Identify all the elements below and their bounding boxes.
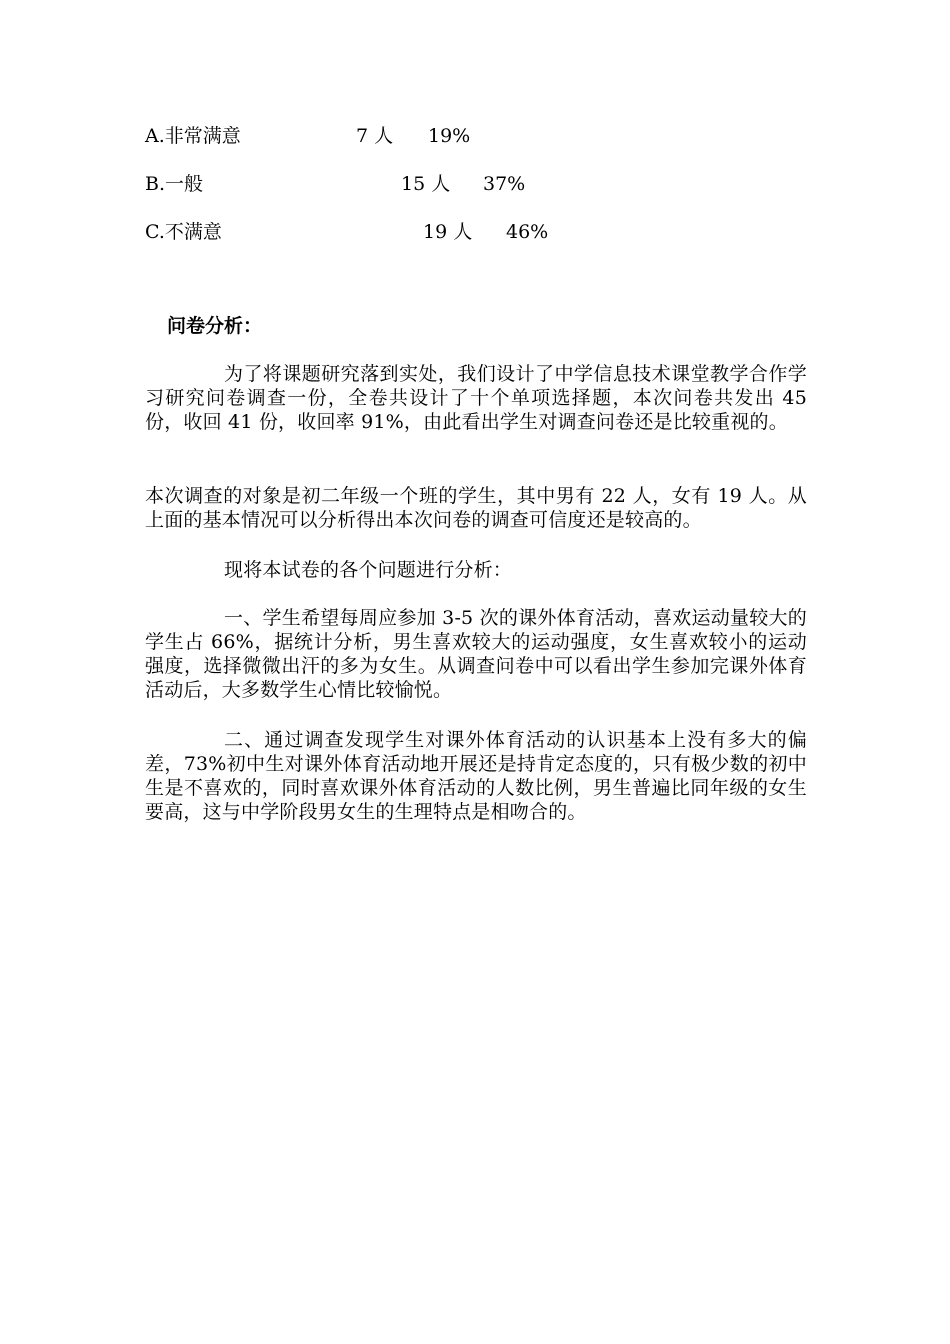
- option-percent: 37%: [483, 173, 526, 195]
- paragraph-transition: 现将本试卷的各个问题进行分析：: [224, 559, 513, 581]
- option-count: 15 人: [401, 173, 451, 195]
- paragraph-subjects: 本次调查的对象是初二年级一个班的学生，其中男有 22 人，女有 19 人。从上面的基本情况可以分析得出本次问卷的调查可信度还是较高的。: [145, 485, 807, 531]
- option-label: A.非常满意: [145, 125, 241, 147]
- paragraph-point-one: 一、学生希望每周应参加 3-5 次的课外体育活动，喜欢运动量较大的学生占 66%，据统计分析，男生喜欢较大的运动强度，女生喜欢较小的运动强度，选择微微出汗的多为女生。从调查问卷中可以看出学生参加完课外体育活动后，大多数学生心情比较愉悦。: [145, 607, 807, 701]
- option-count: 7 人: [356, 125, 394, 147]
- paragraph-intro: 为了将课题研究落到实处，我们设计了中学信息技术课堂教学合作学习研究问卷调查一份，全卷共设计了十个单项选择题，本次问卷共发出 45 份，收回 41 份，收回率 91%，由此看出学生对调查问卷还是比较重视的。: [145, 363, 807, 433]
- option-percent: 46%: [506, 221, 549, 243]
- option-label: B.一般: [145, 173, 204, 195]
- paragraph-point-two: 二、通过调查发现学生对课外体育活动的认识基本上没有多大的偏差，73%初中生对课外体育活动地开展还是持肯定态度的，只有极少数的初中生是不喜欢的，同时喜欢课外体育活动的人数比例，男生普遍比同年级的女生要高，这与中学阶段男女生的生理特点是相吻合的。: [145, 729, 807, 823]
- option-percent: 19%: [428, 125, 471, 147]
- option-label: C.不满意: [145, 221, 222, 243]
- analysis-heading: 问卷分析：: [167, 315, 263, 337]
- option-count: 19 人: [423, 221, 473, 243]
